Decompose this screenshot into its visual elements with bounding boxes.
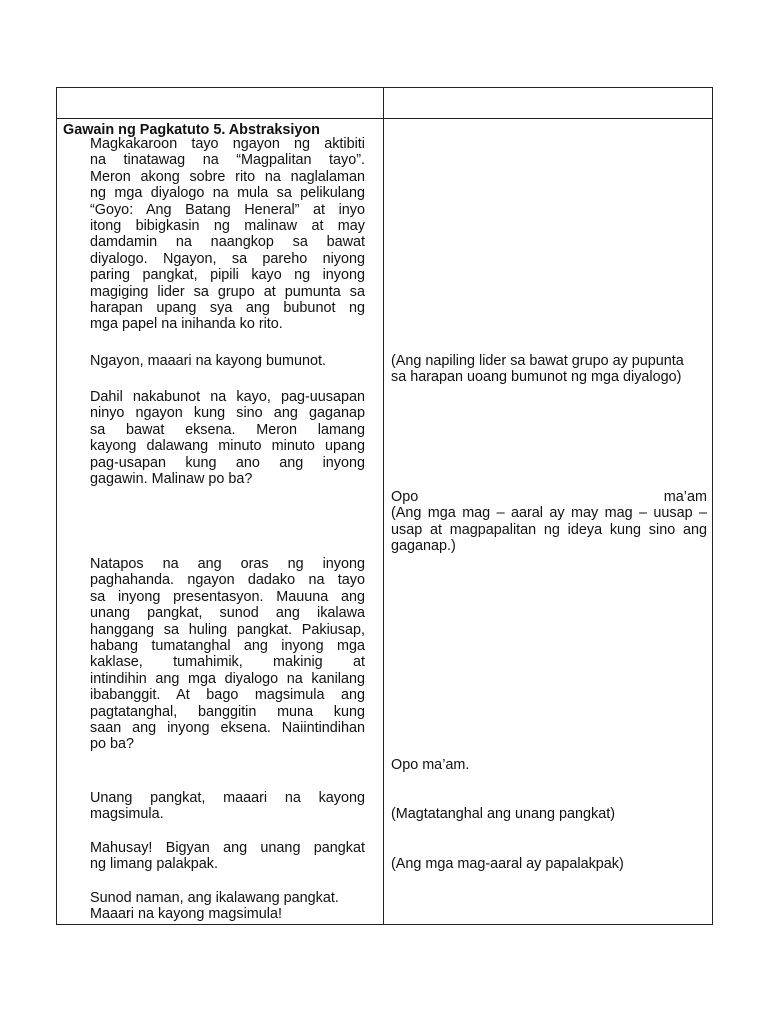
teacher-text-p3-line: kaklase, tumahimik, makinig at bbox=[90, 654, 365, 671]
student-text-p1-line: usap at magpapalitan ng ideya kung sino ang bbox=[391, 521, 707, 538]
teacher-text-p5-line: Mahusay! Bigyan ang unang pangkat bbox=[90, 840, 365, 856]
teacher-text-p0-line: itong bibigkasin ng malinaw at may bbox=[90, 218, 365, 234]
teacher-text-p6-line: Maaari na kayong magsimula! bbox=[90, 906, 282, 923]
teacher-text-p2-line: Dahil nakabunot na kayo, pag-uusapan bbox=[90, 389, 365, 405]
teacher-text-p3-line: intindihin ang mga diyalogo na kanilang bbox=[90, 670, 365, 687]
teacher-text-p3-line: saan ang inyong eksena. Naiintindihan bbox=[90, 720, 365, 736]
teacher-text-p1-line: Ngayon, maaari na kayong bumunot. bbox=[90, 353, 326, 369]
teacher-text-p3-line: sa inyong presentasyon. Mauuna ang bbox=[90, 588, 365, 605]
student-text-p0-line: (Ang napiling lider sa bawat grupo ay pupunta bbox=[391, 353, 684, 369]
teacher-text-p2-line: pag-usapan kung ano ang inyong bbox=[90, 454, 365, 471]
teacher-text-p5-line: ng limang palakpak. bbox=[90, 856, 218, 873]
teacher-text-p6-line: Sunod naman, ang ikalawang pangkat. bbox=[90, 890, 339, 906]
student-text-p1-line: Opo ma’am bbox=[391, 489, 707, 505]
teacher-text-p0-line: harapan upang sya ang bubunot ng bbox=[90, 300, 365, 316]
teacher-text-p0-line: diyalogo. Ngayon, sa pareho niyong bbox=[90, 250, 365, 267]
teacher-text-p0-line: damdamin na naangkop sa bawat bbox=[90, 234, 365, 251]
teacher-text-p3-line: habang tumatanghal ang inyong mga bbox=[90, 638, 365, 654]
student-text-p3-line: (Magtatanghal ang unang pangkat) bbox=[391, 806, 616, 822]
teacher-text-p4-line: Unang pangkat, maaari na kayong bbox=[90, 790, 365, 806]
column-divider bbox=[383, 87, 384, 925]
teacher-text-p3-line: po ba? bbox=[90, 736, 135, 753]
teacher-text-p0-line: Meron akong sobre rito na naglalaman bbox=[90, 168, 365, 185]
teacher-text-p0-line: “Goyo: Ang Batang Heneral” at inyo bbox=[90, 201, 365, 218]
teacher-text-p4-line: magsimula. bbox=[90, 806, 164, 823]
teacher-text-p0-line: paring pangkat, pipili kayo ng inyong bbox=[90, 267, 365, 284]
teacher-text-p2-line: gagawin. Malinaw po ba? bbox=[90, 471, 253, 487]
teacher-text-p2-line: kayong dalawang minuto minuto upang bbox=[90, 438, 365, 455]
teacher-text-p3-line: Natapos na ang oras ng inyong bbox=[90, 556, 365, 572]
student-text-p1-line: gaganap.) bbox=[391, 538, 456, 555]
student-text-p4-line: (Ang mga mag-aaral ay papalakpak) bbox=[391, 856, 624, 872]
teacher-text-p2-line: ninyo ngayon kung sino ang gaganap bbox=[90, 405, 365, 422]
teacher-text-p0-line: Magkakaroon tayo ngayon ng aktibiti bbox=[90, 136, 365, 152]
teacher-text-p3-line: paghahanda. ngayon dadako na tayo bbox=[90, 572, 365, 589]
teacher-text-p3-line: hanggang sa huling pangkat. Pakiusap, bbox=[90, 621, 365, 638]
student-text-p2-line: Opo ma’am. bbox=[391, 757, 470, 773]
teacher-text-p0-line: magiging lider sa grupo at pumunta sa bbox=[90, 283, 365, 300]
teacher-text-p0-line: na tinatawag na “Magpalitan tayo”. bbox=[90, 152, 365, 169]
teacher-text-p0-line: ng mga diyalogo na mula sa pelikulang bbox=[90, 185, 365, 202]
student-text-p1-line: (Ang mga mag – aaral ay may mag – uusap – bbox=[391, 505, 707, 522]
header-row-divider bbox=[56, 118, 713, 119]
student-text-p0-line: sa harapan uoang bumunot ng mga diyalogo) bbox=[391, 369, 682, 386]
teacher-text-p3-line: ibabanggit. At bago magsimula ang bbox=[90, 687, 365, 704]
teacher-text-p2-line: sa bawat eksena. Meron lamang bbox=[90, 421, 365, 438]
section-heading: Gawain ng Pagkatuto 5. Abstraksiyon bbox=[63, 122, 320, 138]
teacher-text-p3-line: unang pangkat, sunod ang ikalawa bbox=[90, 605, 365, 622]
teacher-text-p3-line: pagtatanghal, banggitin muna kung bbox=[90, 703, 365, 720]
teacher-text-p0-line: mga papel na inihanda ko rito. bbox=[90, 316, 283, 333]
